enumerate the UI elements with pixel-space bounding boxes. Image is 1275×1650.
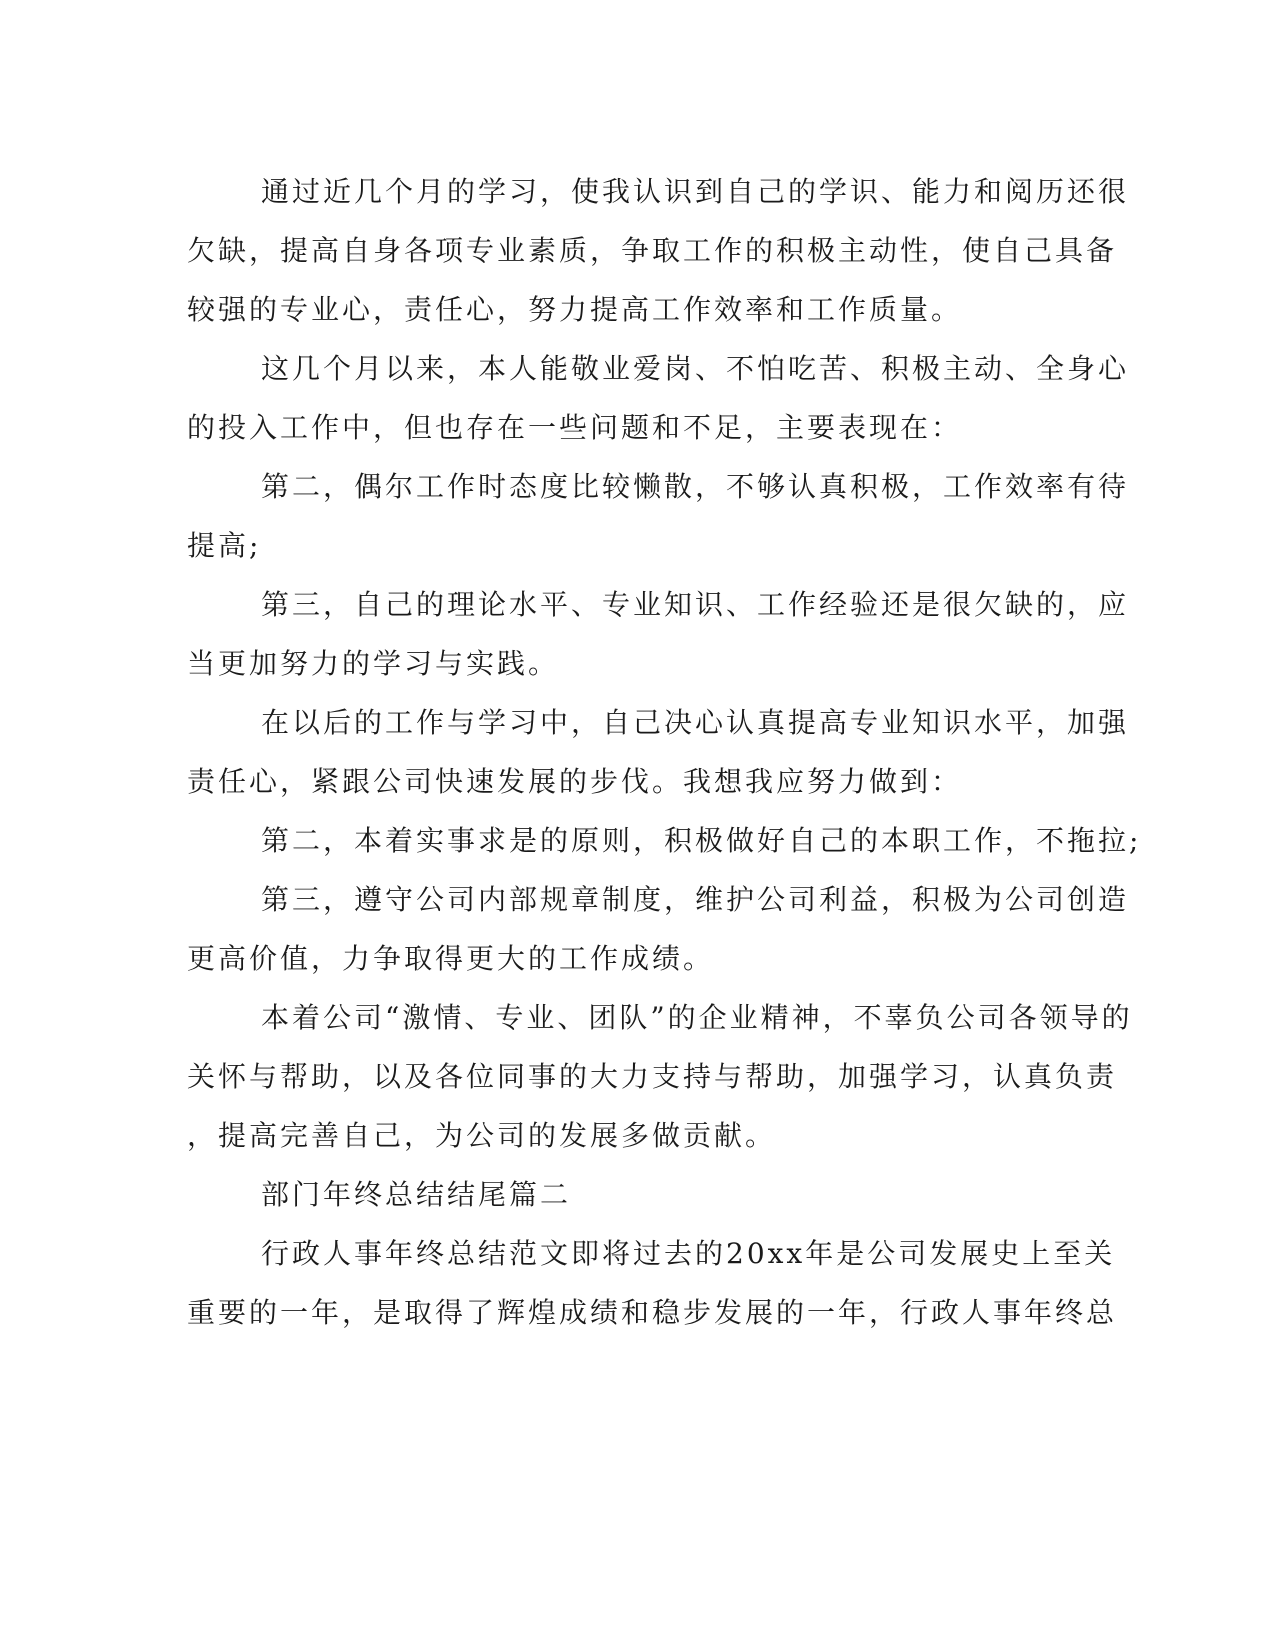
document-body bbox=[187, 162, 1142, 1342]
text-line: 关怀与帮助，以及各位同事的大力支持与帮助，加强学习，认真负责 bbox=[187, 1060, 1118, 1093]
text-line: 的投入工作中，但也存在一些问题和不足，主要表现在： bbox=[187, 411, 963, 444]
text-line: 在以后的工作与学习中，自己决心认真提高专业知识水平，加强 bbox=[261, 706, 1130, 739]
text-line: 本着公司“激情、专业、团队”的企业精神，不辜负公司各领导的 bbox=[261, 1001, 1133, 1034]
text-line: 较强的专业心，责任心，努力提高工作效率和工作质量。 bbox=[187, 293, 963, 326]
text-line: 第三，遵守公司内部规章制度，维护公司利益，积极为公司创造 bbox=[261, 883, 1130, 916]
text-line: 这几个月以来，本人能敬业爱岗、不怕吃苦、积极主动、全身心 bbox=[261, 352, 1130, 385]
text-line: 提高; bbox=[187, 529, 262, 562]
text-line: 重要的一年，是取得了辉煌成绩和稳步发展的一年，行政人事年终总 bbox=[187, 1296, 1118, 1329]
text-line: 更高价值，力争取得更大的工作成绩。 bbox=[187, 942, 715, 975]
text-line: 欠缺，提高自身各项专业素质，争取工作的积极主动性，使自己具备 bbox=[187, 234, 1118, 267]
text-line: 第三，自己的理论水平、专业知识、工作经验还是很欠缺的，应 bbox=[261, 588, 1130, 621]
text-line: ，提高完善自己，为公司的发展多做贡献。 bbox=[187, 1119, 777, 1152]
text-line: 第二，本着实事求是的原则，积极做好自己的本职工作，不拖拉; bbox=[261, 824, 1142, 857]
section-heading: 部门年终总结结尾篇二 bbox=[261, 1178, 572, 1211]
text-line: 通过近几个月的学习，使我认识到自己的学识、能力和阅历还很 bbox=[261, 175, 1130, 208]
text-line: 行政人事年终总结范文即将过去的20xx年是公司发展史上至关 bbox=[261, 1237, 1116, 1270]
text-line: 当更加努力的学习与实践。 bbox=[187, 647, 560, 680]
text-line: 责任心，紧跟公司快速发展的步伐。我想我应努力做到： bbox=[187, 765, 963, 798]
text-line: 第二，偶尔工作时态度比较懒散，不够认真积极，工作效率有待 bbox=[261, 470, 1130, 503]
